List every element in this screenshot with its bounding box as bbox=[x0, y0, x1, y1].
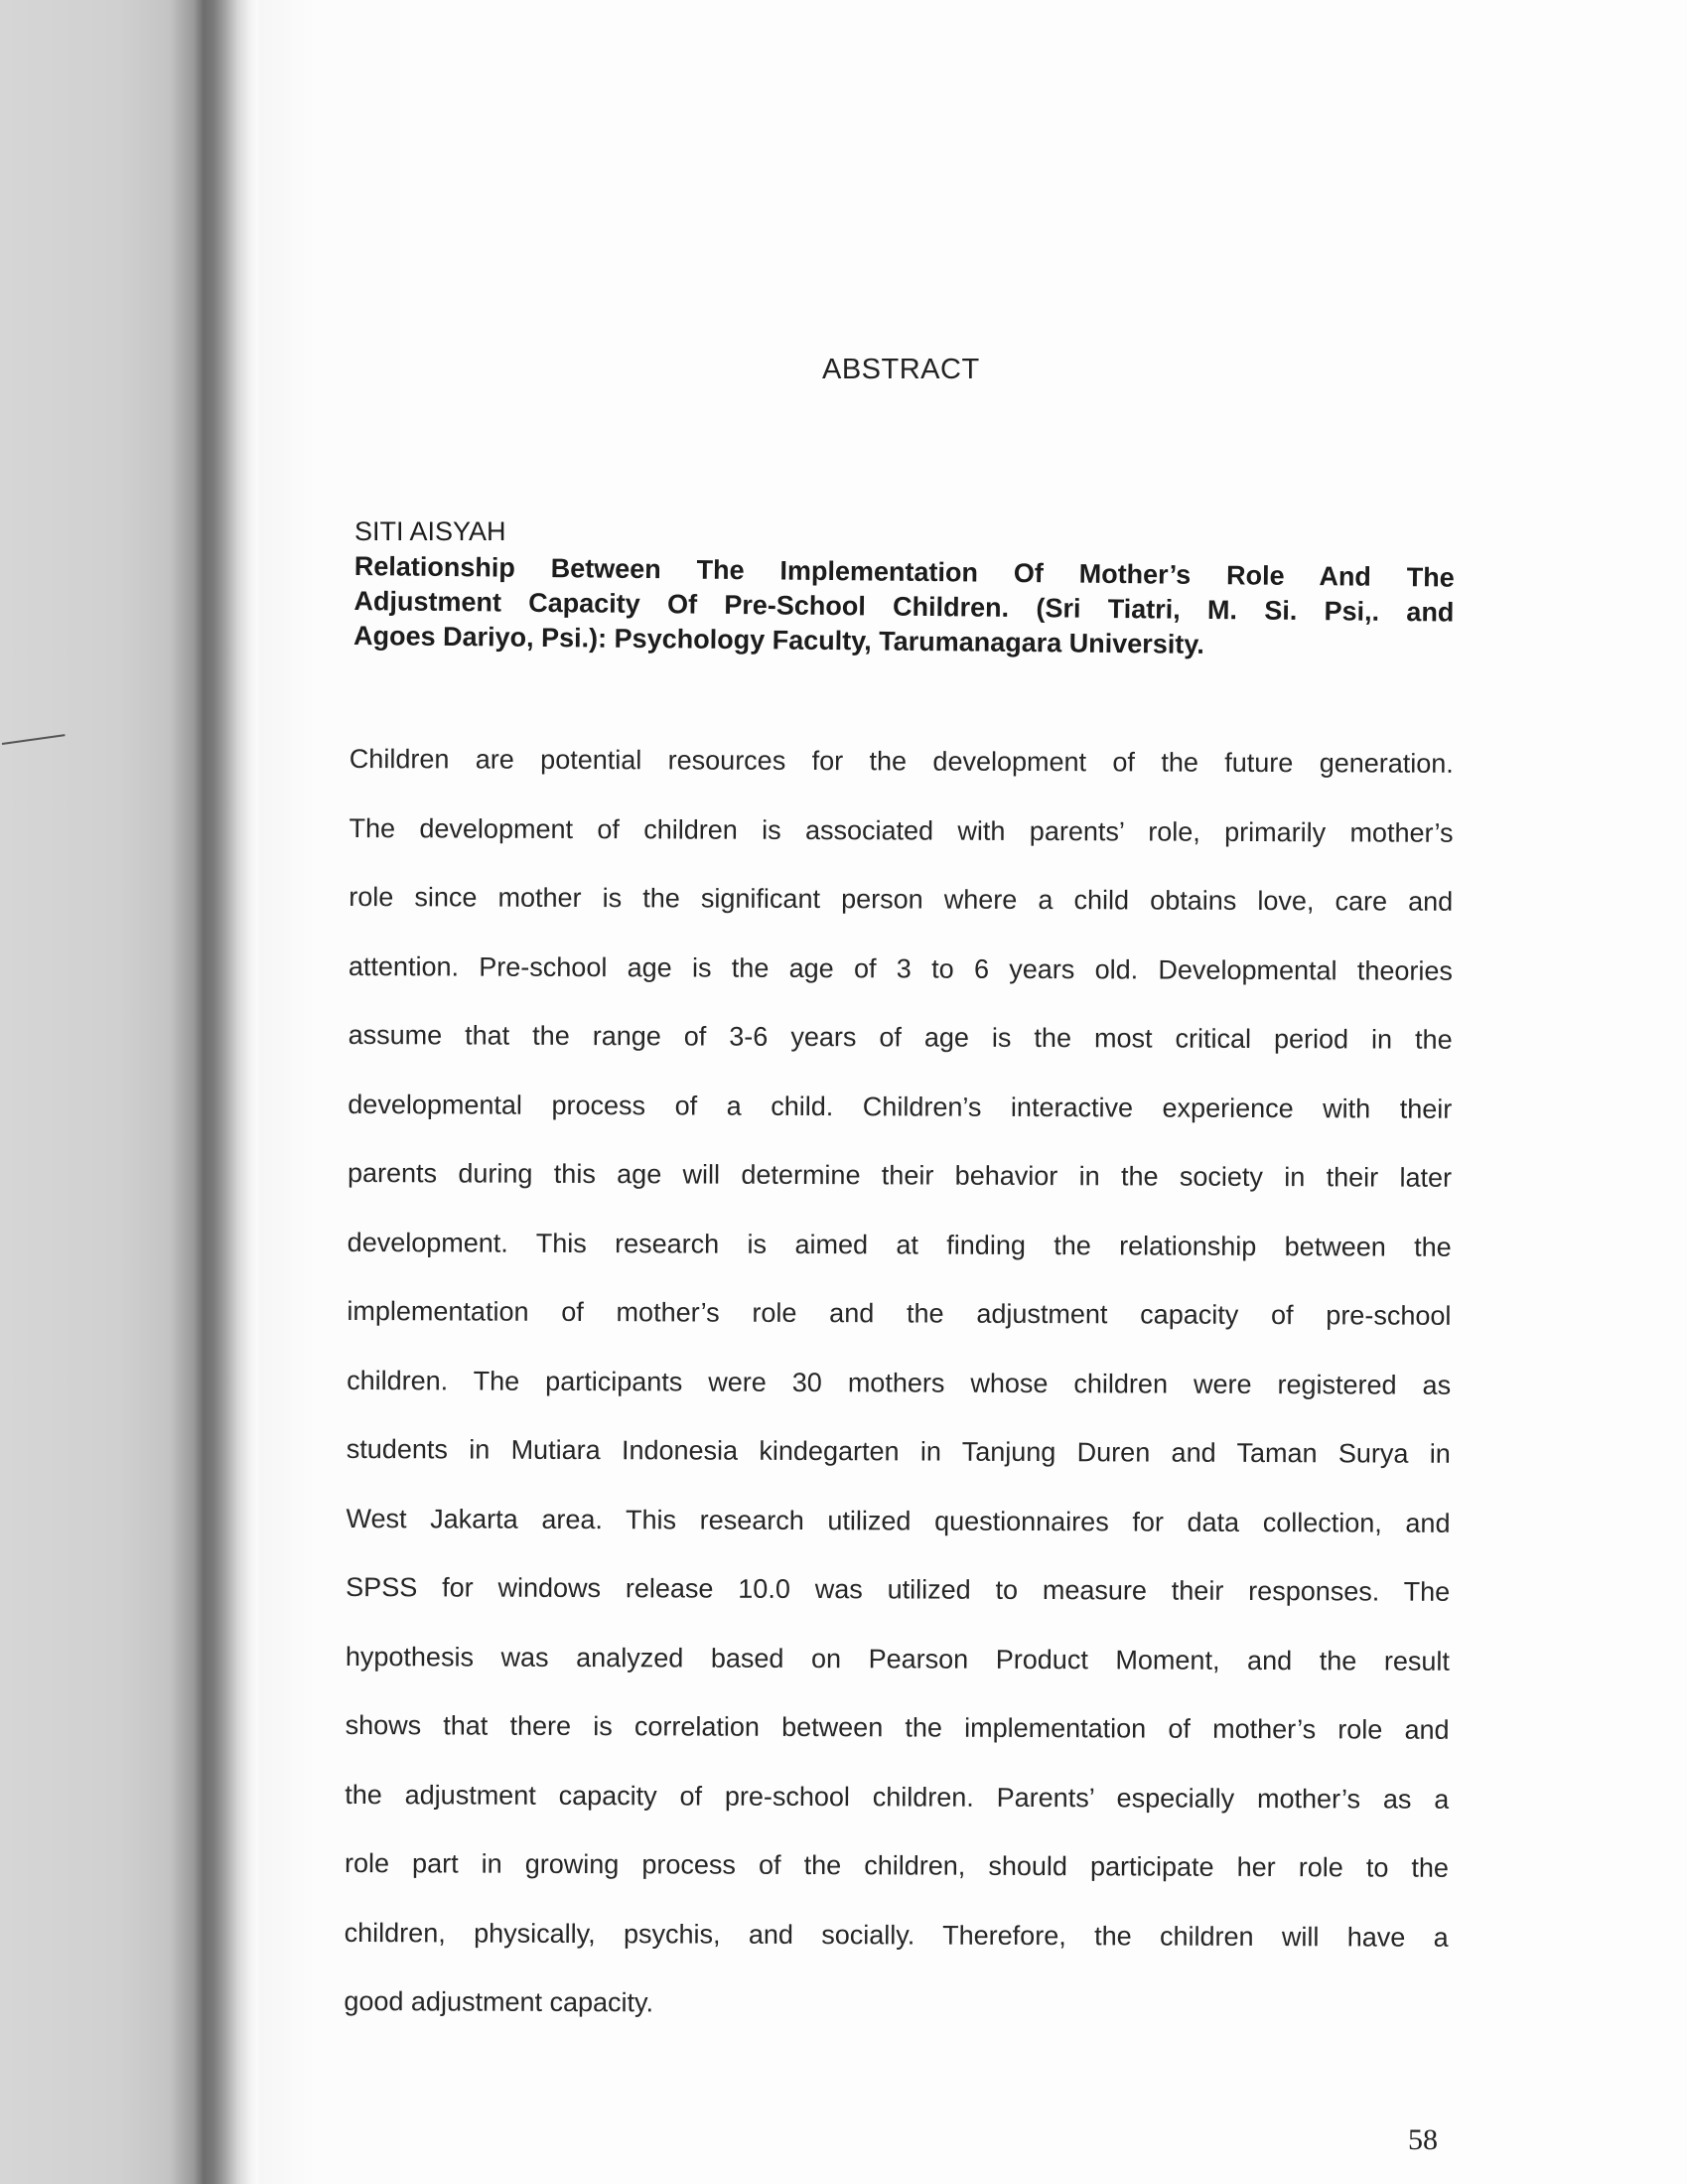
body-line: role since mother is the significant person where a child obtains love, care and bbox=[349, 881, 1454, 917]
body-line: good adjustment capacity. bbox=[344, 1985, 654, 2018]
citation-line: Adjustment Capacity Of Pre-School Children. (Sri Tiatri, M. Si. Psi,. and bbox=[353, 585, 1455, 628]
body-line: the adjustment capacity of pre-school children. Parents’ especially mother’s as a bbox=[345, 1779, 1450, 1815]
page-number: 58 bbox=[1408, 2123, 1438, 2156]
body-line: West Jakarta area. This research utilized questionnaires for data collection, and bbox=[346, 1503, 1451, 1538]
body-line: students in Mutiara Indonesia kindegarten in Tanjung Duren and Taman Surya in bbox=[346, 1433, 1451, 1469]
body-line: SPSS for windows release 10.0 was utilized to measure their responses. The bbox=[346, 1571, 1451, 1607]
body-line: Children are potential resources for the development of the future generation. bbox=[349, 743, 1454, 779]
citation-line: Agoes Dariyo, Psi.): Psychology Faculty, Tarumanagara University. bbox=[352, 620, 1204, 659]
body-line: shows that there is correlation between the implementation of mother’s role and bbox=[345, 1709, 1450, 1745]
abstract-body bbox=[344, 725, 1454, 2041]
body-line: children. The participants were 30 mothers whose children were registered as bbox=[347, 1365, 1452, 1400]
author-name: SITI AISYAH bbox=[354, 516, 506, 546]
book-binding-shadow bbox=[0, 0, 258, 2184]
body-line: attention. Pre-school age is the age of 3 to 6 years old. Developmental theories bbox=[348, 950, 1453, 986]
margin-pen-mark bbox=[2, 734, 66, 745]
body-line: role part in growing process of the children, should participate her role to the bbox=[344, 1847, 1450, 1883]
body-line: parents during this age will determine their behavior in the society in their later bbox=[347, 1157, 1453, 1193]
page-title: ABSTRACT bbox=[822, 354, 980, 385]
body-line: children, physically, psychis, and socially. Therefore, the children will have a bbox=[344, 1917, 1449, 1953]
body-line: development. This research is aimed at finding the relationship between the bbox=[347, 1227, 1452, 1262]
abstract-header bbox=[352, 514, 1455, 659]
body-line: developmental process of a child. Children’s interactive experience with their bbox=[348, 1089, 1453, 1124]
body-line: The development of children is associated with parents’ role, primarily mother’s bbox=[349, 812, 1454, 848]
thesis-citation bbox=[353, 549, 1455, 665]
body-line: assume that the range of 3-6 years of age is the most critical period in the bbox=[348, 1019, 1453, 1055]
body-line: implementation of mother’s role and the adjustment capacity of pre-school bbox=[347, 1295, 1452, 1331]
body-line: hypothesis was analyzed based on Pearson Product Moment, and the result bbox=[345, 1641, 1450, 1676]
citation-line: Relationship Between The Implementation Of Mother’s Role And The bbox=[353, 550, 1455, 593]
